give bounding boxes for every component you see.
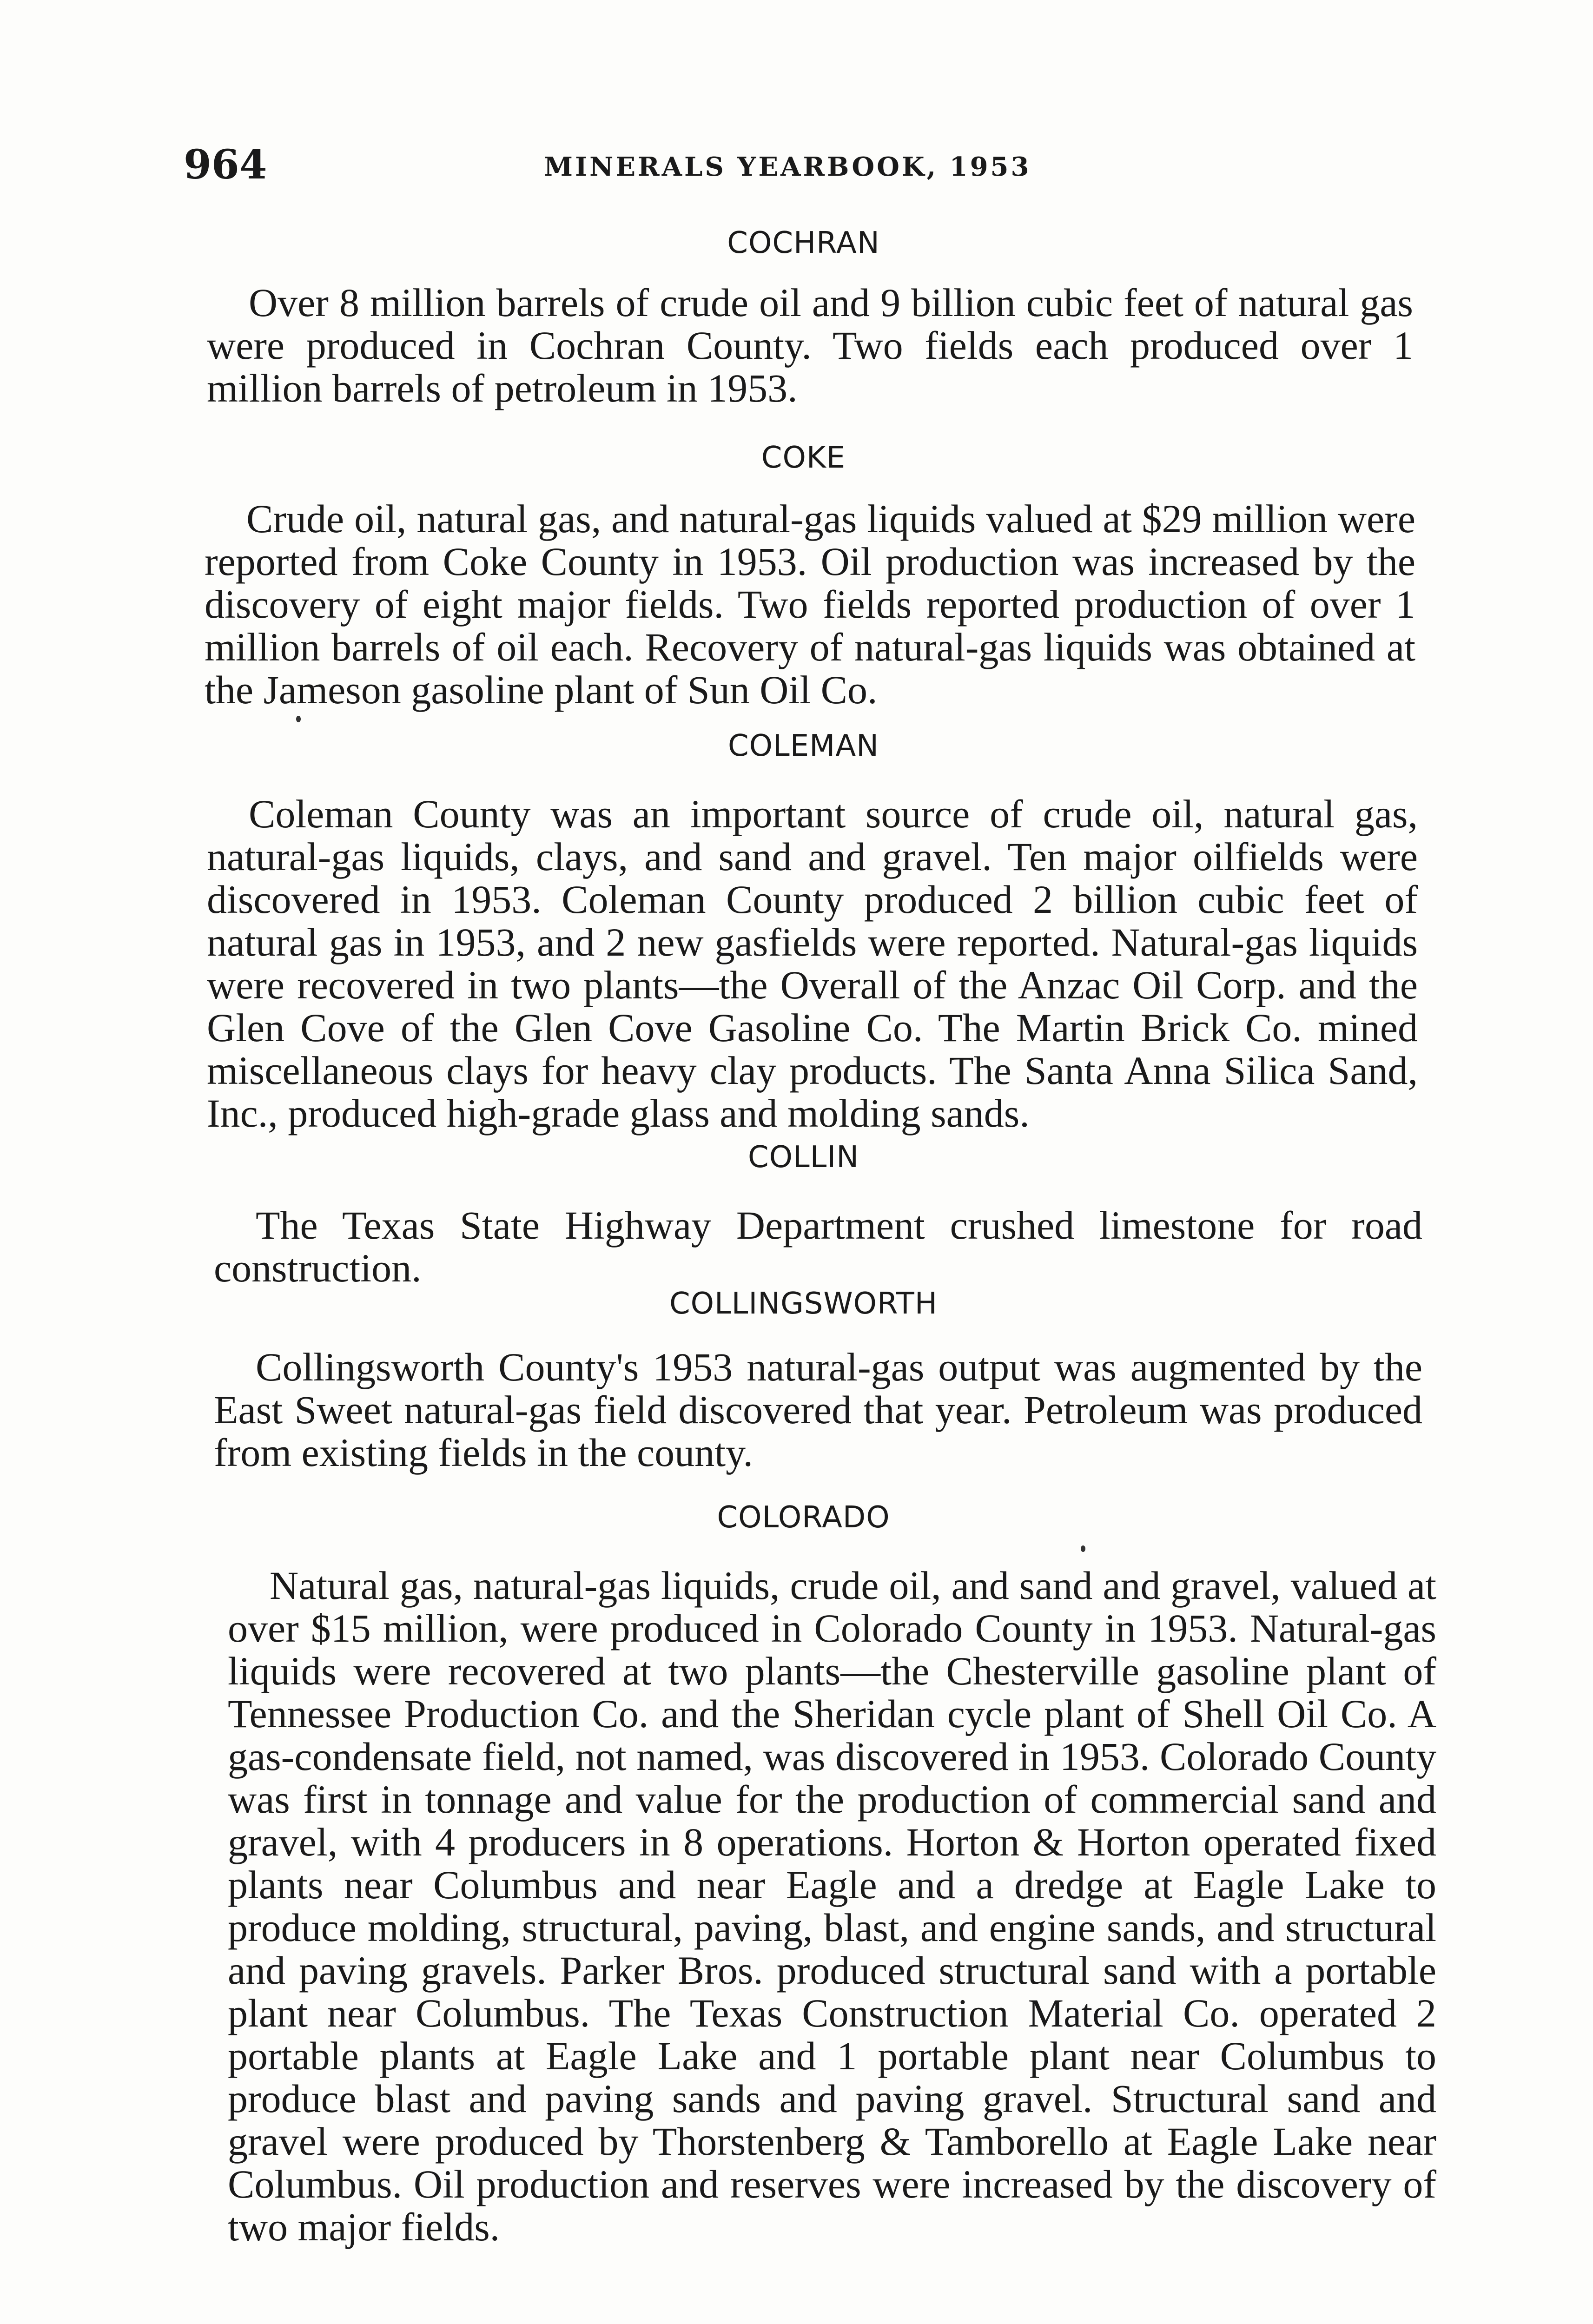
section-text-cochran: Over 8 million barrels of crude oil and 9 billion cubic feet of natural gas were produced in Cochran County. Two fields each produced over 1 million barrels of petroleum in 1953. <box>207 280 1413 410</box>
running-head <box>184 139 1439 195</box>
section-text-coleman: Coleman County was an important source of crude oil, natural gas, natural-gas liquids, clays, and sand and gravel. Ten major oilfields were discovered in 1953. Coleman County produced 2 billion cubic feet of natural gas in 1953, and 2 new gasfields were reported. Natural-gas liquids were recovered in two plants—the Overall of the Anzac Oil Corp. and the Glen Cove of the Glen Cove Gasoline Co. The Martin Brick Co. mined miscellaneous clays for heavy clay products. The Santa Anna Silica Sand, Inc., produced high-grade glass and molding sands. <box>207 792 1418 1136</box>
section-text-coke: Crude oil, natural gas, and natural-gas liquids valued at $29 million were reported from Coke County in 1953. Oil production was increased by the discovery of eight major fields. Two fields reported production of over 1 million barrels of oil each. Recovery of natural-gas liquids was obtained at the Jameson gasoline plant of Sun Oil Co. <box>205 496 1415 712</box>
page-number: 964 <box>184 141 267 188</box>
section-heading-collingsworth: COLLINGSWORTH <box>669 1287 938 1321</box>
section-text-collin: The Texas State Highway Department crushed limestone for road construction. <box>214 1203 1422 1290</box>
section-heading-collin: COLLIN <box>747 1140 859 1175</box>
section-heading-cochran: COCHRAN <box>727 226 880 260</box>
section-heading-colorado: COLORADO <box>717 1500 890 1535</box>
section-text-collingsworth: Collingsworth County's 1953 natural-gas output was augmented by the East Sweet natural-gas field discovered that year. Petroleum was produced from existing fields in the county. <box>214 1345 1422 1475</box>
section-heading-coke: COKE <box>761 441 846 475</box>
running-title: MINERALS YEARBOOK, 1953 <box>544 152 1031 182</box>
section-heading-coleman: COLEMAN <box>727 729 879 763</box>
print-speck <box>296 716 301 722</box>
section-text-colorado: Natural gas, natural-gas liquids, crude oil, and sand and gravel, valued at over $15 million, were produced in Colorado County in 1953. Natural-gas liquids were recovered at two plants—the Chesterville gasoline plant of Tennessee Production Co. and the Sheridan cycle plant of Shell Oil Co. A gas-condensate field, not named, was discovered in 1953. Colorado County was first in tonnage and value for the production of commercial sand and gravel, with 4 producers in 8 operations. Horton & Horton operated fixed plants near Columbus and near Eagle and a dredge at Eagle Lake to produce molding, structural, paving, blast, and engine sands, and structural and paving gravels. Parker Bros. produced structural sand with a portable plant near Columbus. The Texas Construction Material Co. operated 2 portable plants at Eagle Lake and 1 portable plant near Columbus to produce blast and paving sands and paving gravel. Structural sand and gravel were produced by Thorstenberg & Tamborello at Eagle Lake near Columbus. Oil production and reserves were increased by the discovery of two major fields. <box>228 1563 1436 2249</box>
print-speck <box>1081 1545 1085 1552</box>
